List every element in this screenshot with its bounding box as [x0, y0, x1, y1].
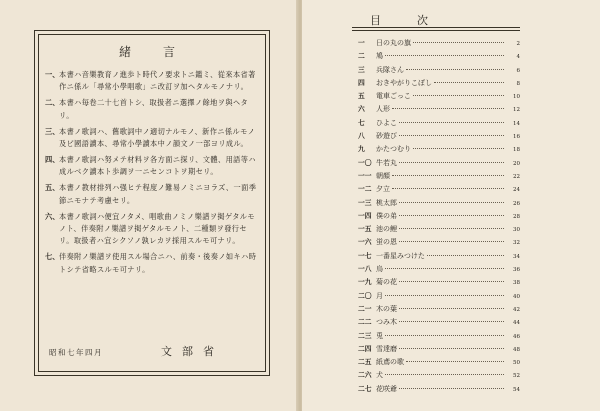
contents-row-number: 二七 — [358, 384, 372, 393]
contents-leader-dots — [399, 122, 504, 123]
contents-row-number: 一三 — [358, 198, 372, 207]
preface-item — [45, 126, 261, 151]
contents-leader-dots — [392, 175, 504, 176]
contents-leader-dots — [399, 241, 504, 242]
contents-leader-dots — [413, 148, 504, 149]
contents-row-number: 二五 — [358, 358, 372, 367]
contents-row — [358, 223, 520, 236]
contents-row-title: 僕の弟 — [376, 211, 397, 220]
contents-row-page: 42 — [513, 306, 520, 313]
contents-row-title: 月 — [376, 291, 383, 300]
contents-row — [358, 143, 520, 156]
contents-title: 目次 — [370, 14, 464, 27]
contents-row-number: 二一 — [358, 304, 372, 313]
preface-item-number: 六、 — [45, 211, 60, 221]
contents-leader-dots — [385, 295, 504, 296]
contents-row-page: 10 — [513, 94, 520, 101]
contents-row-number: 七 — [358, 118, 365, 127]
ministry-name: 文部省 — [161, 345, 224, 358]
contents-row-title: 人形 — [376, 105, 390, 114]
contents-row-page: 24 — [513, 187, 520, 194]
contents-row-number: 一五 — [358, 225, 372, 234]
contents-leader-dots — [392, 108, 504, 109]
contents-row — [358, 50, 520, 63]
contents-row — [358, 77, 520, 90]
contents-row — [358, 356, 520, 369]
contents-leader-dots — [399, 228, 504, 229]
contents-leader-dots — [385, 374, 504, 375]
contents-row — [358, 64, 520, 77]
contents-row-number: 二 — [358, 52, 365, 61]
preface-item-text: 本書ノ歌詞ハ努メテ材料ヲ各方面ニ探リ、文體、用語等ハ成ルベク讀本ト歩調ヲ一ニセンコトヲ期セリ。 — [59, 154, 256, 177]
contents-row-page: 22 — [513, 173, 520, 180]
contents-row — [358, 250, 520, 263]
contents-row — [358, 236, 520, 249]
contents-row-page: 26 — [513, 200, 520, 207]
contents-row-title: 雪達磨 — [376, 344, 397, 353]
contents-row — [358, 290, 520, 303]
contents-leader-dots — [399, 388, 504, 389]
contents-leader-dots — [413, 42, 504, 43]
contents-row-number: 八 — [358, 132, 365, 141]
contents-row-number: 一二 — [358, 185, 372, 194]
preface-item-number: 七、 — [45, 252, 60, 262]
contents-leader-dots — [399, 202, 504, 203]
preface-item — [45, 69, 261, 94]
contents-row-title: 紙鳶の歌 — [376, 358, 404, 367]
contents-leader-dots — [427, 255, 504, 256]
contents-leader-dots — [399, 215, 504, 216]
contents-row-page: 54 — [513, 386, 520, 393]
preface-title: 緒 言 — [118, 45, 185, 59]
contents-leader-dots — [413, 95, 504, 96]
contents-row-number: 六 — [358, 105, 365, 114]
contents-row-title: ひよこ — [376, 118, 397, 127]
preface-item-text: 本書ハ音樂教育ノ進歩ト時代ノ要求トニ鑑ミ、從來本省著作ニ係ル「尋常小學唱歌」ニ改訂ヲ加ヘタルモノナリ。 — [59, 70, 256, 92]
contents-title-rule — [352, 27, 520, 31]
contents-row-title: かたつむり — [376, 145, 411, 154]
contents-row-page: 12 — [513, 107, 520, 114]
contents-row-number: 二三 — [358, 331, 372, 340]
contents-row — [358, 157, 520, 170]
preface-item-number: 一、 — [45, 70, 60, 79]
contents-row-title: 烏 — [376, 265, 383, 274]
contents-row-number: 一九 — [358, 278, 372, 287]
contents-row-page: 50 — [513, 360, 520, 367]
contents-row-page: 18 — [513, 147, 520, 154]
contents-row-number: 一七 — [358, 251, 372, 260]
contents-row — [358, 170, 520, 183]
contents-row-number: 二〇 — [358, 291, 372, 300]
contents-row-number: 一 — [358, 39, 365, 47]
contents-row-number: 二四 — [358, 344, 372, 353]
contents-row — [358, 130, 520, 143]
contents-leader-dots — [399, 348, 504, 349]
contents-row — [358, 117, 520, 130]
contents-row-page: 20 — [513, 160, 520, 167]
contents-row-number: 四 — [358, 78, 365, 87]
contents-leader-dots — [392, 188, 504, 189]
contents-row-title: 朝顏 — [376, 171, 390, 180]
contents-row-number: 一一 — [358, 171, 372, 180]
contents-row-title: 花咲爺 — [376, 384, 397, 393]
preface-frame — [34, 30, 270, 376]
preface-item-text: 本書ノ教材排列ハ强ヒテ程度ノ難易ノミニヨラズ、一面季節ニモナテ考慮セリ。 — [59, 183, 257, 205]
contents-list — [358, 37, 520, 396]
contents-row-page: 30 — [513, 227, 520, 234]
contents-row-title: 兵隊さん — [376, 65, 404, 74]
contents-row-title: おきやがりこぼし — [376, 78, 432, 87]
contents-row — [358, 276, 520, 289]
contents-row-number: 一六 — [358, 238, 372, 247]
contents-row-title: 菊の花 — [376, 278, 397, 287]
contents-row — [358, 90, 520, 103]
contents-row — [358, 369, 520, 382]
contents-row — [358, 263, 520, 276]
contents-row — [358, 383, 520, 396]
contents-row-page: 34 — [513, 253, 520, 260]
contents-row — [358, 316, 520, 329]
preface-item-number: 五、 — [45, 183, 60, 193]
contents-row — [358, 37, 520, 50]
contents-row-page: 36 — [513, 267, 520, 274]
contents-row-title: 日の丸の旗 — [376, 39, 411, 47]
contents-row-page: 2 — [516, 41, 520, 47]
contents-row-number: 九 — [358, 145, 365, 154]
preface-item — [45, 182, 261, 207]
contents-row — [358, 210, 520, 223]
contents-row-page: 38 — [513, 280, 520, 287]
contents-leader-dots — [385, 335, 504, 336]
contents-row-title: 桃太郎 — [376, 198, 397, 207]
contents-row-title: 池の鯉 — [376, 225, 397, 234]
preface-item — [45, 251, 261, 276]
contents-row-number: 一〇 — [358, 158, 372, 167]
contents-row-title: 砂遊び — [376, 132, 397, 141]
preface-item — [45, 97, 261, 122]
preface-items — [45, 69, 261, 280]
contents-row-title: 夕立 — [376, 185, 390, 194]
contents-row-title: 鳩 — [376, 52, 383, 61]
contents-row-page: 8 — [516, 80, 520, 87]
preface-item-text: 本書ハ毎卷二十七首トシ、取扱者ニ選擇ノ餘地ヲ與ヘタリ。 — [59, 98, 249, 120]
contents-row-number: 五 — [358, 92, 365, 101]
contents-row-title: つみ木 — [376, 318, 397, 327]
contents-row-title: 電車ごっこ — [376, 92, 411, 101]
right-page-contents — [302, 0, 600, 411]
contents-row-title: 兎 — [376, 331, 383, 340]
contents-row — [358, 303, 520, 316]
contents-row-page: 32 — [513, 240, 520, 247]
contents-row-page: 46 — [513, 333, 520, 340]
contents-row-page: 6 — [516, 67, 520, 74]
contents-leader-dots — [385, 268, 504, 269]
contents-row-page: 48 — [513, 346, 520, 353]
preface-item — [45, 154, 261, 179]
contents-row-page: 14 — [513, 120, 520, 127]
contents-leader-dots — [399, 162, 504, 163]
preface-item-number: 四、 — [45, 154, 60, 164]
contents-row-page: 28 — [513, 213, 520, 220]
contents-row — [358, 197, 520, 210]
contents-row — [358, 103, 520, 116]
contents-row-page: 52 — [513, 373, 520, 380]
contents-row-page: 44 — [513, 320, 520, 327]
contents-leader-dots — [434, 82, 504, 83]
preface-date: 昭和七年四月 — [49, 348, 103, 357]
contents-row-title: 一番星みつけた — [376, 251, 425, 260]
contents-row-page: 4 — [516, 54, 520, 61]
contents-leader-dots — [399, 308, 504, 309]
contents-row — [358, 343, 520, 356]
contents-row-number: 三 — [358, 65, 365, 74]
preface-item-number: 二、 — [45, 98, 60, 108]
contents-row-number: 一八 — [358, 265, 372, 274]
contents-row-number: 一四 — [358, 211, 372, 220]
contents-row-title: 犬 — [376, 371, 383, 380]
preface-item-text: 本書ノ歌詞ハ、舊歌詞中ノ適切ナルモノ、新作ニ係ルモノ及ビ國語讀本、尋常小學讀本中ノ韻文ノ一部ヨリ成ル。 — [59, 126, 256, 149]
contents-row-number: 二二 — [358, 318, 372, 327]
contents-leader-dots — [406, 69, 504, 70]
contents-row-title: 蛍の恩 — [376, 238, 397, 247]
left-page-preface — [0, 0, 298, 411]
preface-item-text: 本書ノ歌詞ハ便宜ノタメ、唱歌曲ノミノ樂譜ヲ掲ゲタルモノト、伴奏附ノ樂譜ヲ掲ゲタルモノト、二種類ヲ發行セリ。取扱者ハ宜シクソノ孰レカヲ採用スルモ可ナリ。 — [59, 211, 255, 246]
contents-row-title: 木の葉 — [376, 304, 397, 313]
preface-item — [45, 211, 261, 248]
contents-leader-dots — [406, 361, 504, 362]
preface-item-text: 伴奏附ノ樂譜ヲ使用スル場合ニハ、前奏・後奏ノ如キハ時トシテ省略スルモ可ナリ。 — [59, 252, 257, 274]
preface-item-number: 三、 — [45, 126, 60, 136]
contents-row-page: 16 — [513, 134, 520, 141]
contents-leader-dots — [399, 135, 504, 136]
contents-leader-dots — [399, 281, 504, 282]
contents-row-number: 二六 — [358, 371, 372, 380]
contents-leader-dots — [399, 321, 504, 322]
contents-row — [358, 183, 520, 196]
contents-row — [358, 330, 520, 343]
contents-row-title: 牛若丸 — [376, 158, 397, 167]
contents-leader-dots — [385, 55, 504, 56]
contents-row-page: 40 — [513, 293, 520, 300]
